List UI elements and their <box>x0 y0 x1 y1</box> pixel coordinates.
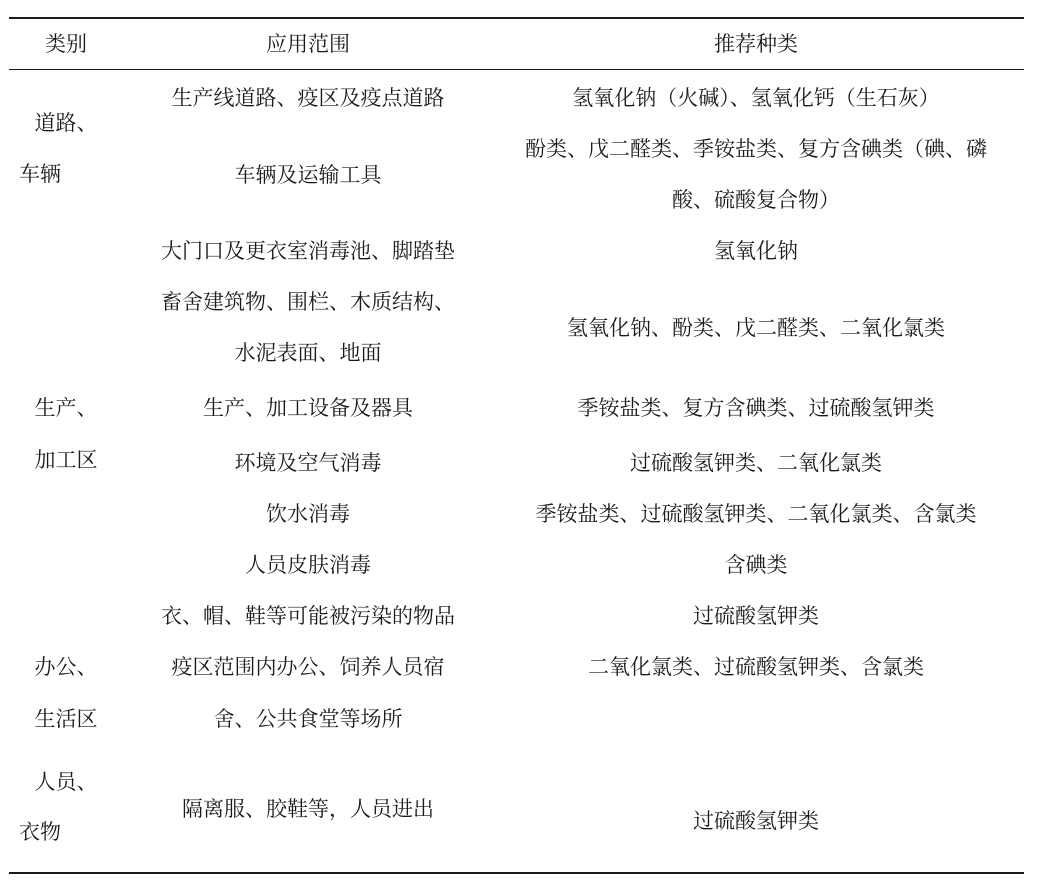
scope-cell: 水泥表面、地面 <box>234 341 382 365</box>
scope-cell: 人员皮肤消毒 <box>245 553 371 577</box>
recommend-cell: 过硫酸氢钾类 <box>693 809 819 833</box>
scope-cell: 大门口及更衣室消毒池、脚踏垫 <box>161 239 455 263</box>
category-office-line2: 生活区 <box>34 707 98 731</box>
scope-cell: 饮水消毒 <box>266 502 350 526</box>
recommend-cell: 含碘类 <box>724 553 788 577</box>
scope-cell: 车辆及运输工具 <box>234 163 382 187</box>
table-bottom-rule <box>9 872 1024 874</box>
category-office-line1: 办公、 <box>34 655 98 679</box>
recommend-cell: 二氧化氯类、过硫酸氢钾类、含氯类 <box>588 655 924 679</box>
category-road-line1: 道路、 <box>34 111 98 135</box>
recommend-cell: 氢氧化钠 <box>714 239 798 263</box>
scope-cell: 舍、公共食堂等场所 <box>213 707 403 731</box>
recommend-cell: 酚类、戊二醛类、季铵盐类、复方含碘类（碘、磷 <box>525 137 987 161</box>
table-top-rule <box>9 17 1024 19</box>
scope-cell: 生产线道路、疫区及疫点道路 <box>171 86 445 110</box>
category-road-line2: 车辆 <box>19 162 61 186</box>
header-recommend: 推荐种类 <box>714 32 798 56</box>
category-people-line1: 人员、 <box>34 770 98 794</box>
header-category: 类别 <box>45 32 87 56</box>
scope-cell: 畜舍建筑物、围栏、木质结构、 <box>161 290 455 314</box>
recommend-cell: 氢氧化钠（火碱）、氢氧化钙（生石灰） <box>572 86 940 110</box>
recommend-cell: 过硫酸氢钾类、二氧化氯类 <box>630 451 882 475</box>
recommend-cell: 氢氧化钠、酚类、戊二醛类、二氧化氯类 <box>567 316 945 340</box>
category-production-line2: 加工区 <box>34 448 98 472</box>
recommend-cell: 过硫酸氢钾类 <box>693 604 819 628</box>
header-scope: 应用范围 <box>266 32 350 56</box>
scope-cell: 生产、加工设备及器具 <box>203 396 413 420</box>
table-header-rule <box>9 69 1024 70</box>
category-people-line2: 衣物 <box>19 820 61 844</box>
category-production-line1: 生产、 <box>34 396 98 420</box>
scope-cell: 环境及空气消毒 <box>234 451 382 475</box>
scope-cell: 衣、帽、鞋等可能被污染的物品 <box>161 604 455 628</box>
scope-cell: 疫区范围内办公、饲养人员宿 <box>171 655 445 679</box>
recommend-cell: 酸、硫酸复合物） <box>672 188 840 212</box>
recommend-cell: 季铵盐类、过硫酸氢钾类、二氧化氯类、含氯类 <box>535 502 977 526</box>
scope-cell: 隔离服、胶鞋等，人员进出 <box>182 797 434 821</box>
recommend-cell: 季铵盐类、复方含碘类、过硫酸氢钾类 <box>577 396 935 420</box>
